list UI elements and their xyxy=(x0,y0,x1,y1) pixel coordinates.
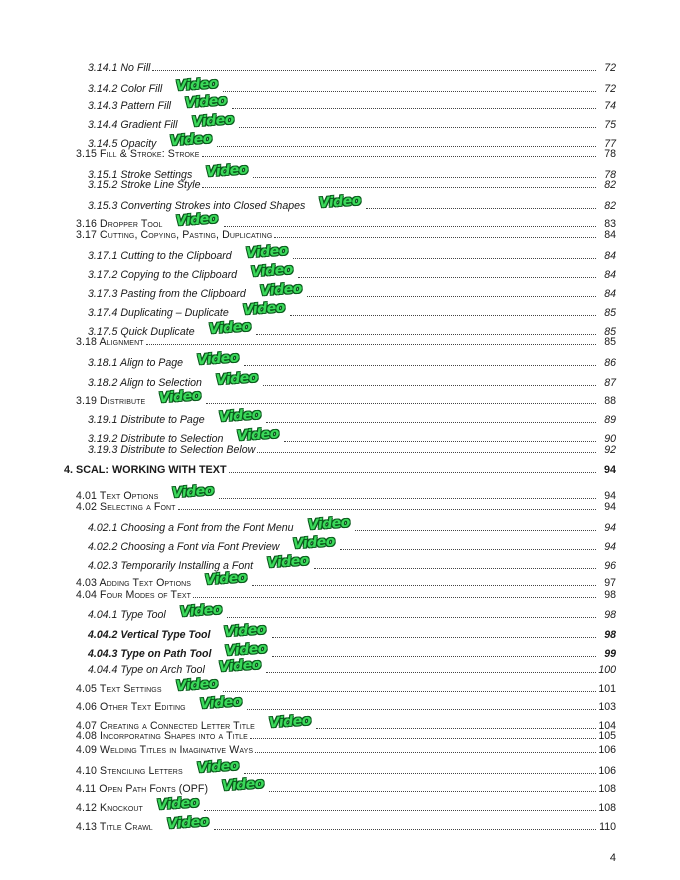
dot-leader xyxy=(274,237,596,238)
toc-entry[interactable] xyxy=(0,501,680,513)
toc-entry-label: 3.14.3 Pattern Fill xyxy=(88,100,172,112)
toc-entry-page: 94 xyxy=(604,541,616,553)
toc-entry[interactable] xyxy=(0,444,680,456)
dot-leader xyxy=(263,385,596,386)
toc-entry-label: 4.12 Knockout xyxy=(76,802,143,814)
video-icon[interactable]: Video xyxy=(259,280,303,300)
toc-entry[interactable] xyxy=(0,387,680,407)
video-icon[interactable]: Video xyxy=(204,569,248,589)
toc-entry[interactable] xyxy=(0,148,680,160)
toc-entry-page: 72 xyxy=(604,62,616,74)
dot-leader xyxy=(146,344,596,345)
video-icon[interactable]: Video xyxy=(174,675,218,695)
toc-entry-page: 82 xyxy=(604,200,616,212)
toc-entry-page: 97 xyxy=(604,577,616,589)
toc-entry-page: 103 xyxy=(598,701,616,713)
toc-entry[interactable] xyxy=(0,813,680,833)
toc-entry-label: 3.16 Dropper Tool xyxy=(76,218,163,230)
toc-entry-page: 98 xyxy=(604,609,616,621)
dot-leader xyxy=(224,226,596,227)
dot-leader xyxy=(252,585,596,586)
video-icon[interactable]: Video xyxy=(223,621,267,641)
toc-entry[interactable] xyxy=(0,75,680,95)
video-icon[interactable]: Video xyxy=(217,406,261,426)
dot-leader xyxy=(253,177,596,178)
toc-entry-page: 110 xyxy=(599,821,616,833)
toc-entry[interactable] xyxy=(0,533,680,553)
toc-entry-label: 4.13 Title Crawl xyxy=(76,821,153,833)
video-icon[interactable]: Video xyxy=(250,261,294,281)
toc-entry[interactable] xyxy=(0,425,680,445)
toc-entry-label: 4.02 Selecting a Font xyxy=(76,501,176,513)
toc-entry-page: 108 xyxy=(598,783,616,795)
toc-entry[interactable] xyxy=(0,601,680,621)
toc-entry-page: 84 xyxy=(604,269,616,281)
toc-entry-label: 3.19 Distribute xyxy=(76,395,146,407)
toc-entry-label: 3.18.1 Align to Page xyxy=(88,357,184,369)
toc-entry[interactable] xyxy=(0,552,680,572)
dot-leader xyxy=(204,810,596,811)
video-icon[interactable]: Video xyxy=(175,210,219,230)
video-icon[interactable]: Video xyxy=(166,813,210,833)
toc-entry-page: 94 xyxy=(604,501,616,513)
video-icon[interactable]: Video xyxy=(244,242,289,262)
dot-leader xyxy=(178,509,596,510)
toc-entry-page: 82 xyxy=(604,179,616,191)
toc-entry-label: 4.10 Stenciling Letters xyxy=(76,765,183,777)
toc-entry-page: 89 xyxy=(604,414,616,426)
toc-entry-page: 85 xyxy=(604,336,616,348)
toc-entry-page: 84 xyxy=(604,229,616,241)
dot-leader xyxy=(284,441,596,442)
dot-leader xyxy=(272,637,597,638)
dot-leader xyxy=(193,597,596,598)
dot-leader xyxy=(247,709,596,710)
toc-entry-page: 94 xyxy=(604,490,616,502)
video-icon[interactable]: Video xyxy=(292,533,336,553)
toc-entry[interactable] xyxy=(0,92,680,112)
dot-leader xyxy=(202,156,596,157)
toc-entry-label: 4.02.1 Choosing a Font from the Font Menu xyxy=(88,522,294,534)
toc-entry[interactable] xyxy=(0,192,680,212)
toc-entry[interactable] xyxy=(0,730,680,742)
dot-leader xyxy=(250,738,596,739)
dot-leader xyxy=(219,498,596,499)
dot-leader xyxy=(266,422,596,423)
toc-entry-page: 77 xyxy=(604,138,616,150)
dot-leader xyxy=(269,791,596,792)
toc-entry-label: 3.17.4 Duplicating – Duplicate xyxy=(88,307,229,319)
toc-entry-label: 3.17.5 Quick Duplicate xyxy=(88,326,195,338)
toc-entry[interactable] xyxy=(0,775,680,795)
dot-leader xyxy=(206,403,596,404)
toc-entry-label: 3.19.2 Distribute to Selection xyxy=(88,433,224,445)
toc-entry-label: 3.15 Fill & Stroke: Stroke xyxy=(76,148,200,160)
dot-leader xyxy=(316,728,596,729)
toc-entry[interactable] xyxy=(0,656,680,676)
video-icon[interactable]: Video xyxy=(184,92,228,112)
page-number: 4 xyxy=(609,852,616,864)
toc-entry-label: 4. SCAL: WORKING WITH TEXT xyxy=(64,464,227,476)
video-icon[interactable]: Video xyxy=(224,640,268,660)
toc-entry-label: 3.17.1 Cutting to the Clipboard xyxy=(88,250,232,262)
dot-leader xyxy=(266,672,596,673)
toc-entry[interactable] xyxy=(0,621,680,641)
toc-entry-label: 3.14.4 Gradient Fill xyxy=(88,119,178,131)
toc-entry[interactable] xyxy=(0,179,680,191)
dot-leader xyxy=(255,752,596,753)
dot-leader xyxy=(217,146,596,147)
toc-entry-page: 87 xyxy=(604,377,616,389)
dot-leader xyxy=(314,568,596,569)
dot-leader xyxy=(355,530,596,531)
dot-leader xyxy=(223,691,596,692)
toc-entry-label: 3.17 Cutting, Copying, Pasting, Duplicating xyxy=(76,229,273,241)
video-icon[interactable]: Video xyxy=(266,552,310,572)
toc-entry-label: 4.04 Four Modes of Text xyxy=(76,589,191,601)
toc-entry-page: 98 xyxy=(604,629,616,641)
toc-entry-label: 3.19.1 Distribute to Page xyxy=(88,414,205,426)
toc-entry-page: 108 xyxy=(598,802,616,814)
video-icon[interactable]: Video xyxy=(221,775,265,795)
dot-leader xyxy=(227,617,596,618)
video-icon[interactable]: Video xyxy=(196,349,240,369)
toc-entry-page: 105 xyxy=(598,730,616,742)
video-icon[interactable]: Video xyxy=(268,712,312,732)
dot-leader xyxy=(256,334,596,335)
toc-entry-label: 4.02.2 Choosing a Font via Font Preview xyxy=(88,541,280,553)
toc-entry-label: 3.15.3 Converting Strokes into Closed Shapes xyxy=(88,200,306,212)
toc-entry-page: 99 xyxy=(604,648,616,660)
toc-entry[interactable] xyxy=(0,406,680,426)
toc-entry-page: 72 xyxy=(604,83,616,95)
video-icon[interactable]: Video xyxy=(190,111,234,131)
toc-entry[interactable] xyxy=(0,569,680,589)
toc-entry-label: 4.04.1 Type Tool xyxy=(88,609,166,621)
dot-leader xyxy=(272,656,596,657)
video-icon[interactable]: Video xyxy=(318,192,362,212)
dot-leader xyxy=(366,208,596,209)
toc-entry-label: 4.06 Other Text Editing xyxy=(76,701,186,713)
toc-entry-page: 85 xyxy=(604,307,616,319)
toc-entry[interactable] xyxy=(0,369,680,389)
toc-entry[interactable] xyxy=(0,794,680,814)
toc-entry-label: 4.09 Welding Titles in Imaginative Ways xyxy=(76,744,254,756)
toc-entry-page: 104 xyxy=(598,720,616,732)
dot-leader xyxy=(229,472,596,473)
toc-entry-label: 3.14.1 No Fill xyxy=(88,62,151,74)
toc-entry-page: 101 xyxy=(598,683,616,695)
toc-entry-label: 4.04.2 Vertical Type Tool xyxy=(88,629,211,641)
toc-entry[interactable] xyxy=(0,280,680,300)
toc-entry[interactable] xyxy=(0,336,680,348)
toc-entry[interactable] xyxy=(0,693,680,713)
toc-entry-page: 84 xyxy=(604,288,616,300)
toc-entry[interactable] xyxy=(0,349,680,369)
dot-leader xyxy=(257,452,596,453)
toc-entry-label: 3.19.3 Distribute to Selection Below xyxy=(88,444,256,456)
video-icon[interactable]: Video xyxy=(169,130,213,150)
toc-entry[interactable] xyxy=(0,589,680,601)
toc-entry[interactable] xyxy=(0,482,680,502)
toc-entry-page: 83 xyxy=(604,218,616,230)
video-icon[interactable]: Video xyxy=(171,482,215,502)
toc-entry-page: 94 xyxy=(603,464,616,476)
dot-leader xyxy=(202,187,596,188)
toc-entry-label: 4.07 Creating a Connected Letter Title xyxy=(76,720,255,732)
toc-entry-page: 92 xyxy=(604,444,616,456)
toc-entry[interactable] xyxy=(0,261,680,281)
toc-entry-label: 4.04.3 Type on Path Tool xyxy=(88,648,212,660)
dot-leader xyxy=(340,549,596,550)
toc-entry-label: 4.01 Text Options xyxy=(76,490,159,502)
video-icon[interactable]: Video xyxy=(218,656,262,676)
video-icon[interactable]: Video xyxy=(156,794,200,814)
toc-entry[interactable] xyxy=(0,464,680,476)
toc-entry-label: 3.14.5 Opacity xyxy=(88,138,157,150)
toc-entry-label: 3.18 Alignment xyxy=(76,336,144,348)
dot-leader xyxy=(214,829,596,830)
toc-entry-label: 3.17.3 Pasting from the Clipboard xyxy=(88,288,246,300)
dot-leader xyxy=(152,70,596,71)
video-icon[interactable]: Video xyxy=(242,299,286,319)
toc-entry-label: 4.11 Open Path Fonts (OPF) xyxy=(76,783,209,795)
toc-entry-label: 4.04.4 Type on Arch Tool xyxy=(88,664,205,676)
toc-entry-label: 3.18.2 Align to Selection xyxy=(88,377,202,389)
toc-entry[interactable] xyxy=(0,744,680,756)
toc-entry-page: 74 xyxy=(604,100,616,112)
toc-entry[interactable] xyxy=(0,675,680,695)
video-icon[interactable]: Video xyxy=(205,161,249,181)
video-icon[interactable]: Video xyxy=(306,514,350,534)
toc-entry-page: 84 xyxy=(604,250,616,262)
toc-entry-page: 106 xyxy=(598,765,616,777)
toc-entry[interactable] xyxy=(0,299,680,319)
video-icon[interactable]: Video xyxy=(207,318,251,338)
toc-entry-label: 3.15.1 Stroke Settings xyxy=(88,169,193,181)
toc-entry[interactable] xyxy=(0,640,680,660)
video-icon[interactable]: Video xyxy=(199,693,243,713)
dot-leader xyxy=(290,315,596,316)
toc-entry-label: 4.03 Adding Text Options xyxy=(76,577,192,589)
dot-leader xyxy=(298,277,596,278)
toc-entry-page: 85 xyxy=(604,326,616,338)
toc-entry-page: 106 xyxy=(598,744,616,756)
dot-leader xyxy=(244,773,596,774)
video-icon[interactable]: Video xyxy=(196,757,240,777)
toc-entry-page: 94 xyxy=(604,522,616,534)
dot-leader xyxy=(307,296,596,297)
toc-entry-page: 86 xyxy=(604,357,616,369)
video-icon[interactable]: Video xyxy=(236,425,280,445)
toc-entry[interactable] xyxy=(0,757,680,777)
toc-entry[interactable] xyxy=(0,62,680,74)
video-icon[interactable]: Video xyxy=(179,601,223,621)
toc-entry[interactable] xyxy=(0,514,680,534)
toc-entry[interactable] xyxy=(0,210,680,230)
toc-entry-page: 100 xyxy=(598,664,616,676)
toc-entry-page: 78 xyxy=(604,148,616,160)
toc-entry-label: 4.08 Incorporating Shapes into a Title xyxy=(76,730,248,742)
toc-entry[interactable] xyxy=(0,111,680,131)
video-icon[interactable]: Video xyxy=(215,369,259,389)
toc-entry-page: 96 xyxy=(604,560,616,572)
toc-entry-label: 4.05 Text Settings xyxy=(76,683,162,695)
toc-entry-label: 4.02.3 Temporarily Installing a Font xyxy=(88,560,254,572)
toc-entry-page: 90 xyxy=(604,433,616,445)
toc-entry[interactable] xyxy=(0,229,680,241)
toc-entry-page: 75 xyxy=(604,119,616,131)
video-icon[interactable]: Video xyxy=(158,387,202,407)
toc-entry-page: 88 xyxy=(604,395,616,407)
toc-entry[interactable] xyxy=(0,242,680,262)
toc-entry-label: 3.15.2 Stroke Line Style xyxy=(88,179,201,191)
dot-leader xyxy=(293,258,596,259)
toc-entry-label: 3.14.2 Color Fill xyxy=(88,83,163,95)
toc-entry-label: 3.17.2 Copying to the Clipboard xyxy=(88,269,238,281)
dot-leader xyxy=(223,91,596,92)
dot-leader xyxy=(244,365,596,366)
toc-entry-page: 78 xyxy=(604,169,616,181)
video-icon[interactable]: Video xyxy=(175,75,219,95)
dot-leader xyxy=(232,108,596,109)
toc-entry-page: 98 xyxy=(604,589,616,601)
dot-leader xyxy=(239,127,596,128)
